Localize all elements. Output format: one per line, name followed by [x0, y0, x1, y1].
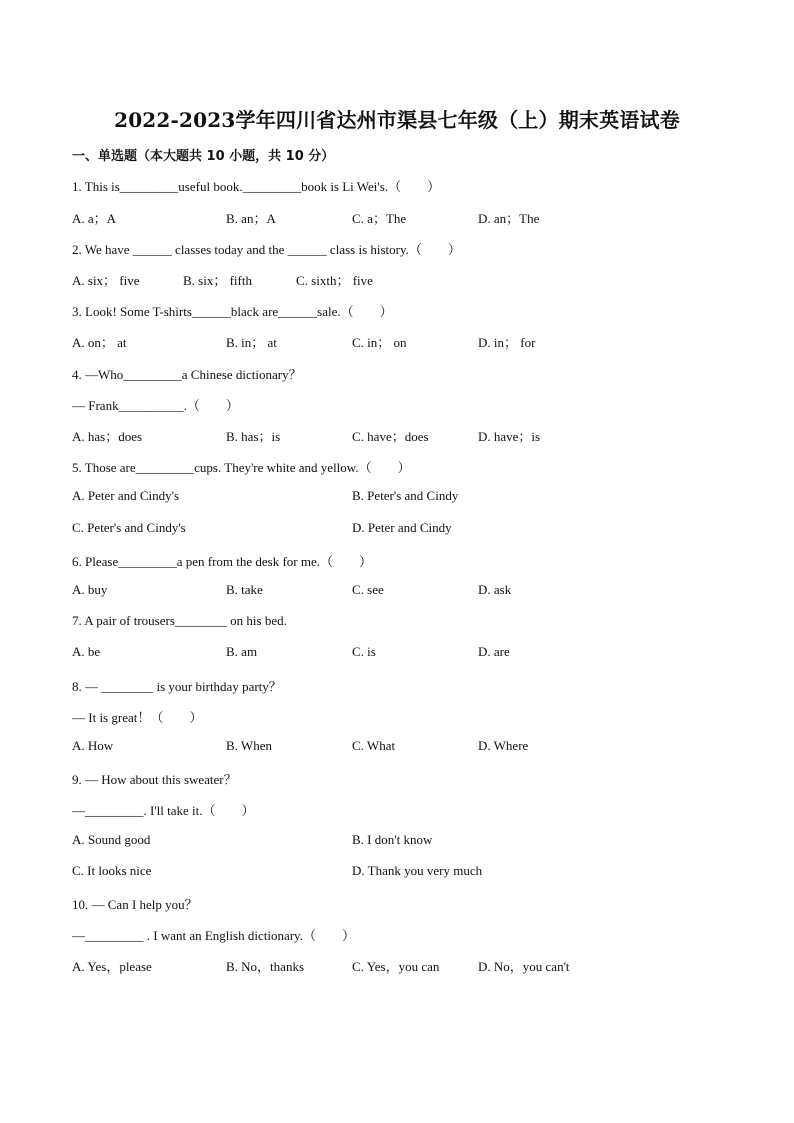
- q3-option-d: D. in； for: [478, 335, 536, 350]
- q7-option-c: C. is: [352, 644, 376, 659]
- q10-option-a: A. Yes，please: [72, 959, 152, 974]
- exam-title: 2022-2023学年四川省达州市渠县七年级（上）期末英语试卷: [114, 108, 680, 132]
- q4-option-b: B. has；is: [226, 429, 281, 444]
- q9-option-d: D. Thank you very much: [352, 863, 483, 878]
- q2-option-c: C. sixth； five: [296, 273, 373, 288]
- q9-option-c: C. It looks nice: [72, 863, 152, 878]
- question-1-stem: 1. This is_________useful book._________book is Li Wei's.（ ）: [72, 179, 441, 194]
- q1-option-a: A. a；A: [72, 211, 117, 226]
- q8-option-a: A. How: [72, 738, 114, 753]
- q7-option-b: B. am: [226, 644, 258, 659]
- q6-option-a: A. buy: [72, 582, 108, 597]
- q3-option-b: B. in； at: [226, 335, 277, 350]
- q8-option-c: C. What: [352, 738, 396, 753]
- q6-option-b: B. take: [226, 582, 263, 597]
- q4-option-a: A. has；does: [72, 429, 143, 444]
- q5-option-d: D. Peter and Cindy: [352, 520, 452, 535]
- q6-option-d: D. ask: [478, 582, 512, 597]
- question-8-reply: — It is great！（ ）: [72, 710, 203, 725]
- q10-option-b: B. No，thanks: [226, 959, 305, 974]
- question-5-stem: 5. Those are_________cups. They're white and yellow.（ ）: [72, 460, 411, 475]
- q5-option-b: B. Peter's and Cindy: [352, 488, 459, 503]
- q1-option-c: C. a；The: [352, 211, 407, 226]
- question-6-stem: 6. Please_________a pen from the desk for me.（ ）: [72, 554, 373, 569]
- q4-option-d: D. have；is: [478, 429, 541, 444]
- q1-option-b: B. an；A: [226, 211, 276, 226]
- question-10-stem: 10. — Can I help you？: [72, 897, 198, 912]
- q10-option-c: C. Yes，you can: [352, 959, 440, 974]
- q1-option-d: D. an；The: [478, 211, 540, 226]
- q7-option-d: D. are: [478, 644, 510, 659]
- question-10-reply: —_________ . I want an English dictionary.（ ）: [72, 928, 355, 943]
- q4-option-c: C. have；does: [352, 429, 429, 444]
- question-7-stem: 7. A pair of trousers________ on his bed.: [72, 613, 287, 628]
- question-3-stem: 3. Look! Some T-shirts______black are______sale.（ ）: [72, 304, 393, 319]
- question-9-stem: 9. — How about this sweater？: [72, 772, 237, 787]
- q6-option-c: C. see: [352, 582, 384, 597]
- q9-option-a: A. Sound good: [72, 832, 151, 847]
- question-4-reply: — Frank__________.（ ）: [72, 398, 239, 413]
- q9-option-b: B. I don't know: [352, 832, 433, 847]
- q5-option-a: A. Peter and Cindy's: [72, 488, 180, 503]
- q7-option-a: A. be: [72, 644, 101, 659]
- q10-option-d: D. No，you can't: [478, 959, 570, 974]
- q8-option-d: D. Where: [478, 738, 529, 753]
- q2-option-b: B. six； fifth: [183, 273, 252, 288]
- question-9-reply: —_________. I'll take it.（ ）: [72, 803, 255, 818]
- q5-option-c: C. Peter's and Cindy's: [72, 520, 186, 535]
- question-8-stem: 8. — ________ is your birthday party？: [72, 679, 282, 694]
- question-4-stem: 4. —Who_________a Chinese dictionary？: [72, 367, 302, 382]
- q2-option-a: A. six； five: [72, 273, 140, 288]
- q3-option-a: A. on； at: [72, 335, 127, 350]
- q8-option-b: B. When: [226, 738, 272, 753]
- q3-option-c: C. in； on: [352, 335, 407, 350]
- question-2-stem: 2. We have ______ classes today and the ______ class is history.（ ）: [72, 242, 461, 257]
- section-heading: 一、单选题（本大题共 10 小题，共 10 分）: [72, 149, 335, 164]
